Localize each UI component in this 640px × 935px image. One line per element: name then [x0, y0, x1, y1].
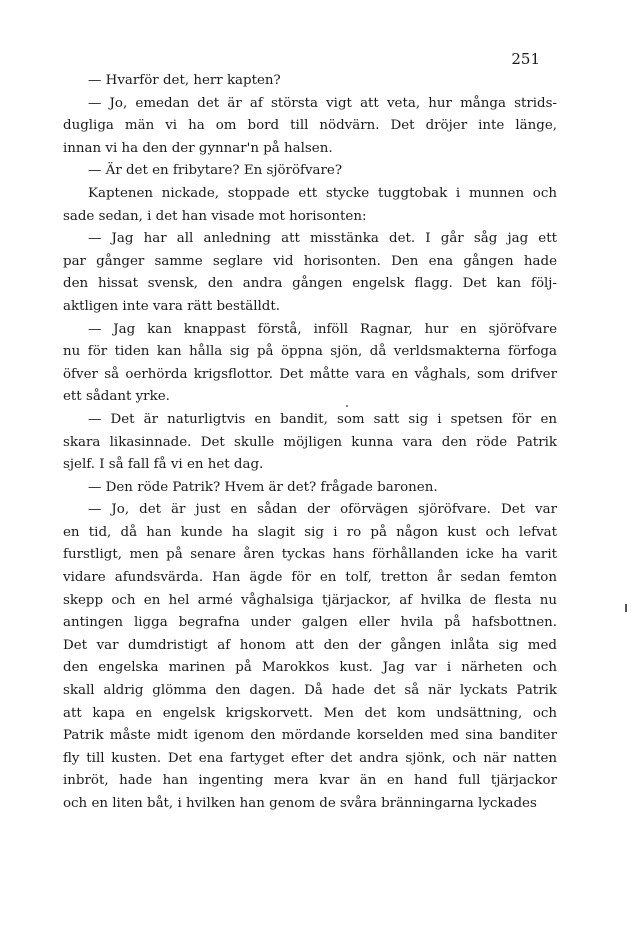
- text-line: — Hvarför det, herr kapten?: [88, 73, 281, 88]
- text-line: vidare afundsvärda. Han ägde för en tolf, tretton år sedan femton: [63, 570, 557, 586]
- text-line: — Är det en fribytare? En sjöröfvare?: [88, 163, 343, 179]
- paragraph: [63, 93, 557, 161]
- text-line: — Den röde Patrik? Hvem är det? frågade baronen.: [88, 479, 438, 495]
- paragraph: [63, 319, 557, 409]
- scan-speck: [346, 405, 348, 407]
- text-line: sjelf. I så fall få vi en het dag.: [63, 457, 264, 473]
- text-line: den engelska marinen på Marokkos kust. Jag var i närheten och: [63, 660, 557, 676]
- paragraph: [63, 409, 557, 477]
- text-line: par gånger samme seglare vid horisonten. Den ena gången hade: [63, 253, 557, 269]
- text-line: en tid, då han kunde ha slagit sig i ro på någon kust och lefvat: [63, 524, 557, 540]
- body-text: [63, 70, 557, 816]
- text-line: aktligen inte vara rätt beställdt.: [63, 298, 280, 314]
- paragraph: [63, 183, 557, 228]
- text-line: och en liten båt, i hvilken han genom de svåra bränningarna lyckades: [63, 796, 537, 811]
- paragraph: [63, 499, 557, 815]
- paragraph: [63, 70, 557, 93]
- text-line: inbröt, hade han ingenting mera kvar än en hand full tjärjackor: [63, 773, 557, 789]
- text-line: fly till kusten. Det ena fartyget efter det andra sjönk, och när natten: [63, 750, 557, 766]
- paragraph: [63, 477, 557, 500]
- text-line: antingen ligga begrafna under galgen eller hvila på hafsbottnen.: [63, 615, 557, 631]
- text-line: innan vi ha den der gynnar'n på halsen.: [63, 140, 333, 156]
- text-line: den hissat svensk, den andra gången engelsk flagg. Det kan följ-: [63, 276, 557, 292]
- text-line: — Jo, emedan det är af största vigt att veta, hur många strids-: [88, 95, 557, 111]
- text-line: dugliga män vi ha om bord till nödvärn. Det dröjer inte länge,: [63, 118, 557, 134]
- text-line: sade sedan, i det han visade mot horisonten:: [63, 208, 367, 224]
- paragraph: [63, 228, 557, 318]
- text-line: skara likasinnade. Det skulle möjligen kunna vara den röde Patrik: [63, 434, 557, 450]
- page-number: 251: [511, 50, 540, 68]
- text-line: ett sådant yrke.: [63, 389, 170, 405]
- text-line: öfver så oerhörda krigsflottor. Det måtte vara en våghals, som drifver: [63, 366, 557, 382]
- scan-edge-mark: [625, 604, 627, 612]
- text-line: att kapa en engelsk krigskorvett. Men det kom undsättning, och: [63, 705, 557, 721]
- text-line: nu för tiden kan hålla sig på öppna sjön, då verldsmakterna förfoga: [63, 344, 557, 360]
- text-line: — Det är naturligtvis en bandit, som satt sig i spetsen för en: [88, 411, 557, 427]
- text-line: — Jag har all anledning att misstänka det. I går såg jag ett: [88, 231, 557, 247]
- text-line: Patrik måste midt igenom den mördande korselden med sina banditer: [63, 728, 557, 744]
- text-line: skall aldrig glömma den dagen. Då hade det så när lyckats Patrik: [63, 683, 557, 699]
- text-line: — Jo, det är just en sådan der oförvägen sjöröfvare. Det var: [88, 502, 557, 518]
- text-line: — Jag kan knappast förstå, inföll Ragnar, hur en sjöröfvare: [88, 321, 557, 337]
- paragraph: [63, 160, 557, 183]
- text-line: skepp och en hel armé våghalsiga tjärjackor, af hvilka de flesta nu: [63, 592, 557, 608]
- text-line: furstligt, men på senare åren tyckas hans förhållanden icke ha varit: [63, 547, 557, 563]
- text-line: Det var dumdristigt af honom att den der gången inlåta sig med: [63, 637, 557, 653]
- text-line: Kaptenen nickade, stoppade ett stycke tuggtobak i munnen och: [88, 185, 557, 201]
